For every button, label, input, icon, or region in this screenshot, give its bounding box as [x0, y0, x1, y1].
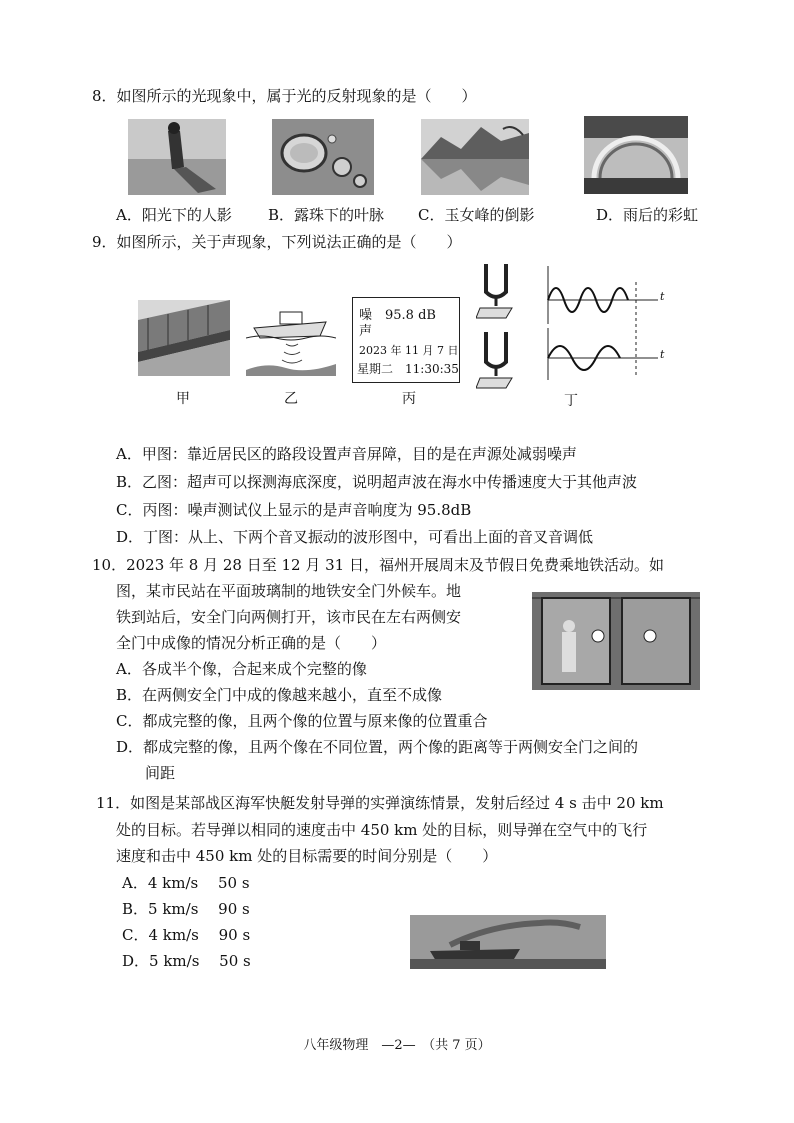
q9-option-a: A．甲图：靠近居民区的路段设置声音屏障，目的是在声源处减弱噪声: [116, 445, 577, 463]
q9-option-b: B．乙图：超声可以探测海底深度，说明超声波在海水中传播速度大于其他声波: [116, 473, 638, 491]
q10-stem-line-4: 全门中成像的情况分析正确的是（ ）: [116, 634, 387, 652]
figure-label-yi: 乙: [284, 391, 298, 407]
q8-option-c: C．玉女峰的倒影: [418, 206, 535, 224]
q8-option-b: B．露珠下的叶脉: [268, 206, 385, 224]
q8-stem: 8．如图所示的光现象中，属于光的反射现象的是（ ）: [92, 87, 477, 105]
figure-label-ding: 丁: [564, 393, 578, 409]
q10-stem-line-2: 图，某市民站在平面玻璃制的地铁安全门外候车。地: [116, 582, 462, 600]
figure-label-jia: 甲: [176, 391, 190, 407]
q9-option-c: C．丙图：噪声测试仪上显示的是声音响度为 95.8dB: [116, 501, 472, 519]
noise-meter-date: 2023 年 11 月 7 日: [359, 344, 459, 357]
photo-subway-safety-door: [532, 592, 700, 690]
page-footer: 八年级物理 —2— （共 7 页）: [303, 1038, 491, 1053]
photo-missile-launch: [410, 915, 606, 969]
q11-option-c: C．4 km/s 90 s: [122, 926, 251, 944]
q10-stem-line-3: 铁到站后，安全门向两侧打开，该市民在左右两侧安: [116, 608, 462, 626]
q10-option-d-continued: 间距: [145, 764, 176, 782]
q10-option-c: C．都成完整的像，且两个像的位置与原来像的位置重合: [116, 712, 488, 730]
photo-dew-drop-leaf: [272, 119, 374, 195]
q11-option-a: A．4 km/s 50 s: [122, 874, 250, 892]
photo-sound-barrier: [138, 300, 230, 376]
noise-meter-label: 声: [359, 324, 373, 339]
photo-peak-reflection: [421, 119, 529, 195]
axis-label-t-lower: t: [660, 348, 665, 361]
q8-option-d: D．雨后的彩虹: [596, 206, 699, 224]
q11-stem-line-2: 处的目标。若导弹以相同的速度击中 450 km 处的目标，则导弹在空气中的飞行: [116, 821, 648, 839]
waveform-graphs: [540, 262, 670, 382]
noise-meter-display: [352, 297, 460, 383]
q11-stem-line-3: 速度和击中 450 km 处的目标需要的时间分别是（ ）: [116, 847, 498, 865]
q9-option-d: D．丁图：从上、下两个音叉振动的波形图中，可看出上面的音叉音调低: [116, 528, 594, 546]
q10-option-b: B．在两侧安全门中成的像越来越小，直至不成像: [116, 686, 443, 704]
noise-meter-time: 星期二 11:30:35: [357, 362, 459, 376]
q8-option-a: A．阳光下的人影: [116, 206, 232, 224]
tuning-fork-upper: [476, 262, 516, 322]
sketch-ship-ultrasound: [246, 300, 336, 376]
q10-stem-line-1: 10．2023 年 8 月 28 日至 12 月 31 日，福州开展周末及节假日免费乘地铁活动。如: [92, 556, 664, 574]
q11-option-d: D．5 km/s 50 s: [122, 952, 251, 970]
q10-option-d: D．都成完整的像，且两个像在不同位置，两个像的距离等于两侧安全门之间的: [116, 738, 639, 756]
q9-stem: 9．如图所示，关于声现象，下列说法正确的是（ ）: [92, 233, 462, 251]
q11-option-b: B．5 km/s 90 s: [122, 900, 250, 918]
noise-meter-reading: 噪 95.8 dB: [359, 308, 436, 323]
q10-option-a: A．各成半个像，合起来成个完整的像: [116, 660, 367, 678]
figure-label-bing: 丙: [402, 391, 416, 407]
axis-label-t-upper: t: [660, 290, 665, 303]
q11-stem-line-1: 11．如图是某部战区海军快艇发射导弹的实弹演练情景，发射后经过 4 s 击中 20 km: [96, 794, 664, 812]
photo-rainbow: [584, 116, 688, 194]
photo-person-shadow: [128, 119, 226, 195]
tuning-fork-lower: [476, 330, 516, 392]
